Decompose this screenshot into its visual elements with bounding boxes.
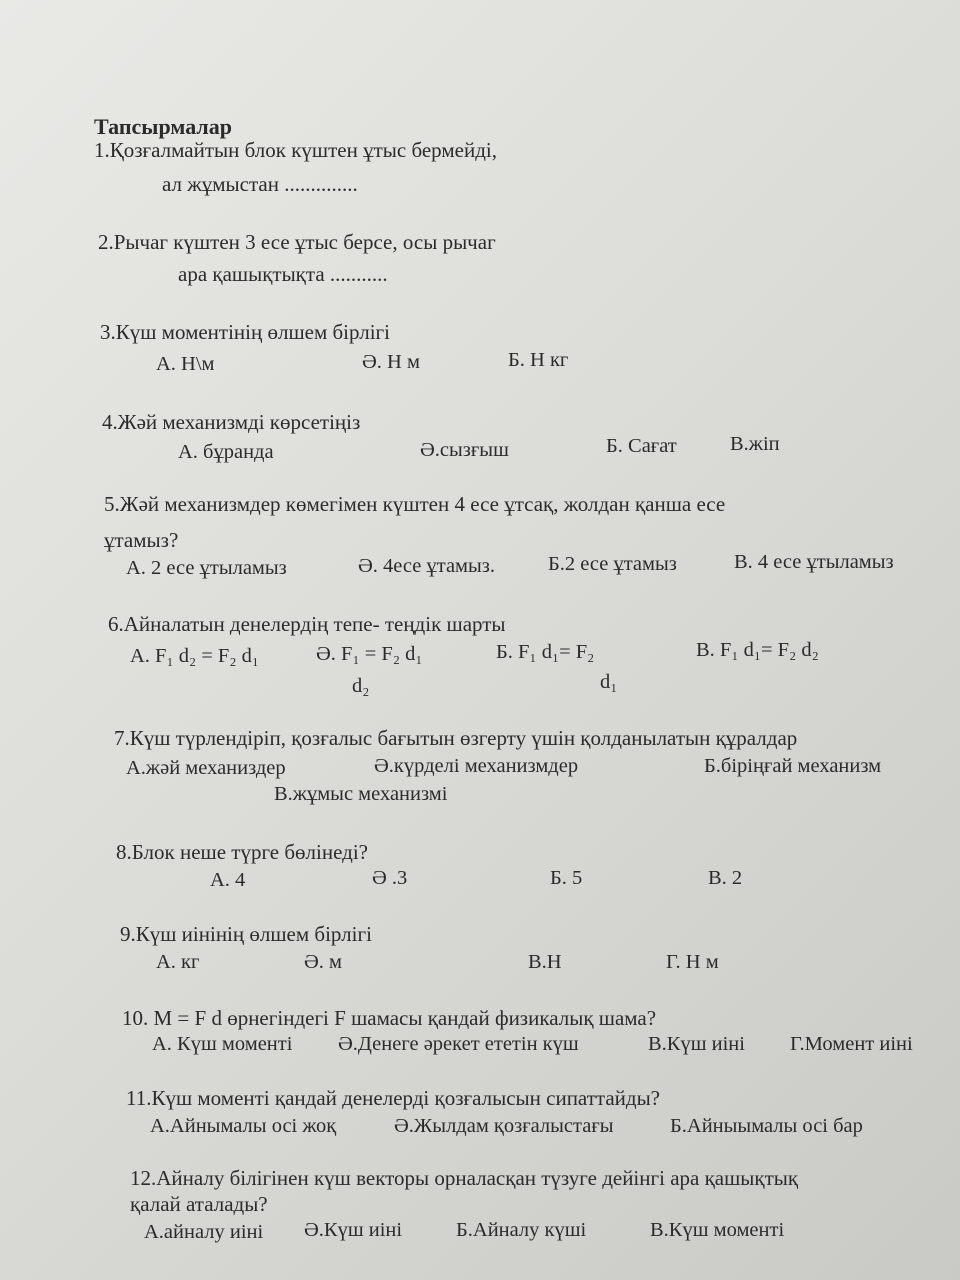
question-3-option-c: Б. Н кг [508, 349, 569, 371]
question-10-text: 10. M = F d өрнегіндегі F шамасы қандай физикалық шама? [122, 1006, 657, 1030]
question-10-option-a: А. Күш моменті [152, 1033, 293, 1055]
question-6-option-c: Б. F₁ d₁= F₂ [496, 641, 595, 663]
question-4-option-a: А. бұранда [178, 441, 274, 463]
question-8-option-d: В. 2 [708, 867, 743, 889]
page-title: Тапсырмалар [94, 114, 232, 139]
question-9-option-a: А. кг [156, 951, 200, 973]
question-12-text: 12.Айналу білігінен күш векторы орналасқан түзуге дейінгі ара қашықтық [130, 1166, 799, 1190]
question-12-option-c: Б.Айналу күші [456, 1219, 587, 1241]
question-8-option-b: Ә .3 [372, 867, 408, 889]
question-4-text: 4.Жәй механизмді көрсетіңіз [102, 410, 361, 434]
question-6-option-d: В. F₁ d₁= F₂ d₂ [696, 639, 819, 661]
question-6-option-a: А. F₁ d₂ = F₂ d₁ [130, 645, 260, 667]
question-11-text: 11.Күш моменті қандай денелерді қозғалысын сипаттайды? [126, 1086, 660, 1110]
question-10-option-d: Г.Момент иіні [790, 1033, 913, 1055]
question-4-option-d: В.жіп [730, 433, 780, 455]
question-7-option-b: Ә.күрделі механизмдер [374, 755, 579, 777]
question-6-text: 6.Айналатын денелердің тепе- теңдік шарты [108, 612, 506, 636]
question-8-option-a: А. 4 [210, 869, 246, 891]
question-8-text: 8.Блок неше түрге бөлінеді? [116, 840, 368, 864]
question-11-option-c: Б.Айныымалы осі бар [670, 1115, 863, 1137]
question-12-option-a: А.айналу иіні [144, 1221, 264, 1243]
question-9-option-d: Г. Н м [666, 951, 719, 973]
question-5-option-b: Ә. 4есе ұтамыз. [358, 555, 496, 577]
question-1-continuation: ал жұмыстан .............. [162, 172, 358, 196]
question-7-option-d: В.жұмыс механизмі [274, 783, 448, 805]
question-5-continuation: ұтамыз? [104, 528, 179, 552]
question-5-option-c: Б.2 есе ұтамыз [548, 553, 677, 575]
question-9-option-c: В.Н [528, 951, 562, 973]
question-12-continuation: қалай аталады? [130, 1192, 268, 1216]
question-1-text: 1.Қозғалмайтын блок күштен ұтыс бермейді, [94, 138, 497, 162]
question-11-option-a: А.Айнымалы осі жоқ [150, 1115, 337, 1137]
question-3-option-b: Ә. Н м [362, 351, 420, 373]
question-9-text: 9.Күш иінінің өлшем бірлігі [120, 922, 372, 946]
question-5-text: 5.Жәй механизмдер көмегімен күштен 4 есе ұтсақ, жолдан қанша есе [104, 492, 726, 516]
question-7-option-c: Б.біріңғай механизм [704, 755, 882, 777]
question-5-option-d: В. 4 есе ұтыламыз [734, 551, 894, 573]
question-9-option-b: Ә. м [304, 951, 343, 973]
question-7-text: 7.Күш түрлендіріп, қозғалыс бағытын өзгерту үшін қолданылатын құралдар [114, 726, 798, 750]
question-12-option-d: В.Күш моменті [650, 1219, 785, 1241]
question-7-option-a: А.жәй механиздер [126, 757, 286, 779]
question-5-option-a: А. 2 есе ұтыламыз [126, 557, 287, 579]
question-4-option-c: Б. Сағат [606, 435, 677, 457]
question-6-option-b: Ә. F₁ = F₂ d₁ [316, 643, 423, 665]
question-3-text: 3.Күш моментінің өлшем бірлігі [100, 320, 391, 344]
question-8-option-c: Б. 5 [550, 867, 583, 889]
question-10-option-b: Ә.Денеге әрекет ететін күш [338, 1033, 579, 1055]
question-4-option-b: Ә.сызғыш [420, 439, 509, 461]
question-6-option-b-denominator: d₂ [352, 675, 370, 697]
question-11-option-b: Ә.Жылдам қозғалыстағы [394, 1115, 614, 1137]
question-2-continuation: ара қашықтықта ........... [178, 262, 388, 286]
question-3-option-a: А. Н\м [156, 353, 215, 375]
question-12-option-b: Ә.Күш иіні [304, 1219, 403, 1241]
question-2-text: 2.Рычаг күштен 3 есе ұтыс берсе, осы рычаг [98, 230, 496, 254]
question-10-option-c: В.Күш иіні [648, 1033, 745, 1055]
question-6-option-c-denominator: d₁ [600, 671, 618, 693]
